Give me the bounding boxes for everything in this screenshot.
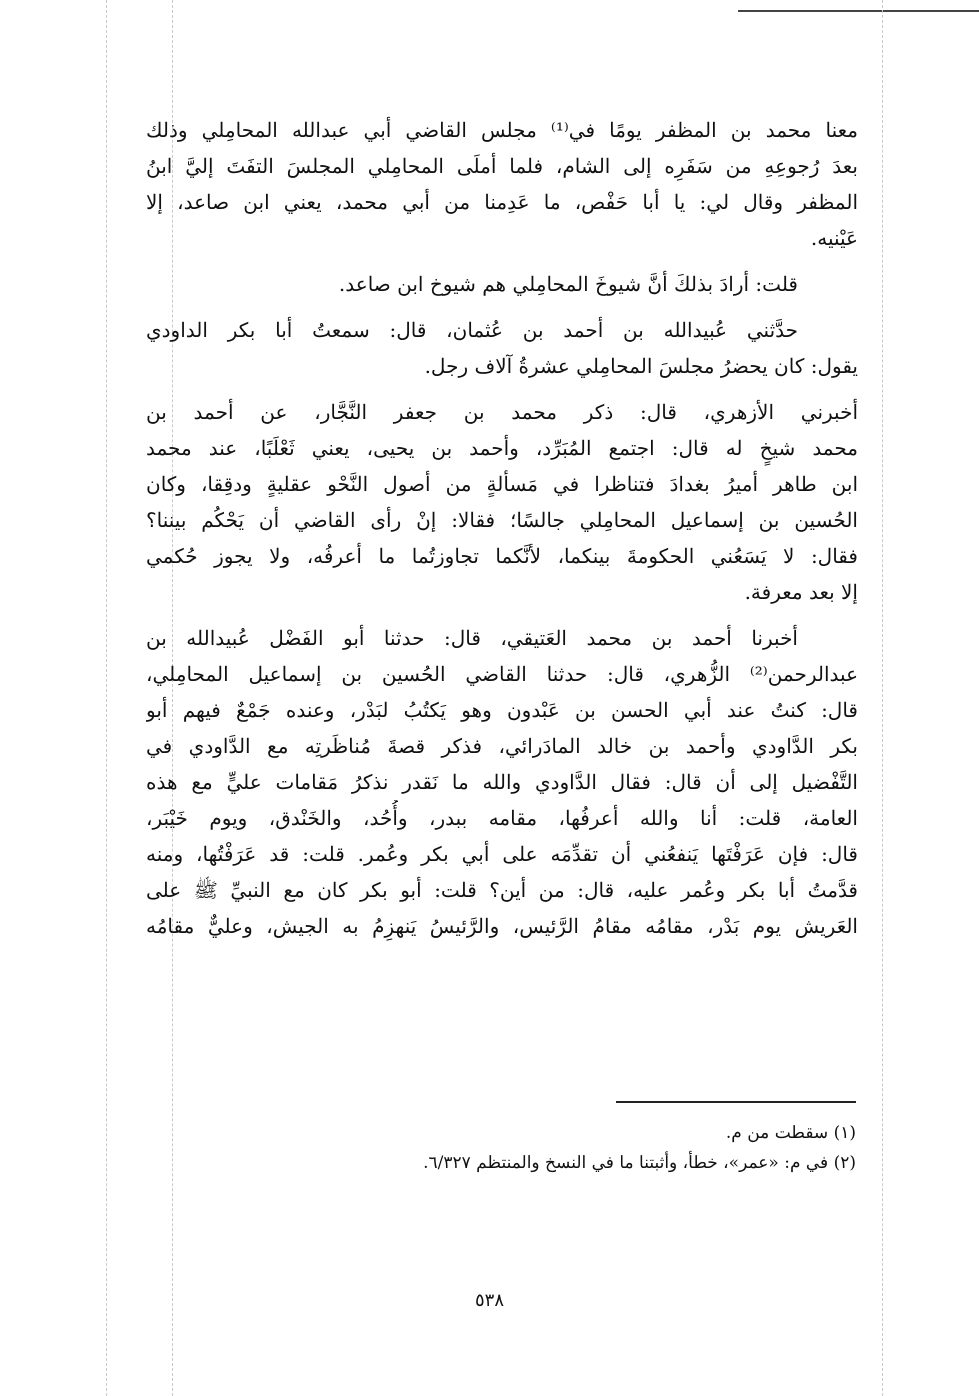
text-line: قلت: أرادَ بذلكَ أنَّ شيوخَ المحامِلي هم شيوخ ابن صاعد. bbox=[338, 272, 798, 296]
text-line: عبدالرحمن⁽²⁾ الزُّهري، قال: حدثنا القاضي الحُسين بن إسماعيل المحامِلي، bbox=[146, 662, 858, 686]
footnotes bbox=[300, 1118, 856, 1178]
text-line: عَيْنيه. bbox=[810, 226, 858, 250]
page-number: ٥٣٨ bbox=[474, 1290, 504, 1311]
text-line: العامة، قلت: أنا والله أعرفُها، مقامه ببدر، وأُحُد، والخَنْدق، ويوم خَيْبَر، bbox=[146, 806, 858, 830]
header-rule bbox=[738, 10, 979, 12]
text-line: ابن طاهر أميرُ بغدادَ فتناظرا في مَسألةٍ من أصول النَّحْو عقليةٍ ودقِقا، وكان bbox=[146, 472, 858, 496]
scan-guide-line bbox=[882, 0, 884, 1396]
footnote: (١) سقطت من م. bbox=[725, 1123, 856, 1143]
text-line: قال: فإن عَرَفْتَها يَنفعُني أن تقدِّمَه على أبي بكر وعُمر. قلت: قد عَرَفْتُها، ومنه bbox=[146, 842, 858, 866]
text-line: يقول: كان يحضرُ مجلسَ المحامِلي عشرةُ آلاف رجل. bbox=[424, 354, 858, 378]
footnote-separator bbox=[616, 1101, 856, 1103]
text-line: حدَّثني عُبيدالله بن أحمد بن عُثمان، قال: سمعتُ أبا بكر الداودي bbox=[146, 318, 798, 342]
text-line: العَريش يوم بَدْر، مقامُه مقامُ الرَّئيس، والرَّئيسُ يَنهزِمُ به الجيش، وعليٌّ مقامُه bbox=[146, 914, 858, 938]
text-line: معنا محمد بن المظفر يومًا في⁽¹⁾ مجلس القاضي أبي عبدالله المحامِلي وذلك bbox=[146, 118, 858, 142]
scan-guide-line bbox=[106, 0, 108, 1396]
text-line: بكر الدَّاودي وأحمد بن خالد المادَرائي، فذكر قصةَ مُناظَرتِه مع الدَّاودي في bbox=[146, 734, 858, 758]
text-line: قال: كنتُ عند أبي الحسن بن عَبْدون وهو يَكتُبُ لبَدْر، وعنده جَمْعٌ فيهم أبو bbox=[146, 698, 858, 722]
text-line: أخبرني الأزهري، قال: ذكر محمد بن جعفر النَّجَّار، عن أحمد بن bbox=[146, 400, 858, 424]
text-line: الحُسين بن إسماعيل المحامِلي جالسًا؛ فقالا: إنْ رأى القاضي أن يَحْكُم بيننا؟ bbox=[146, 508, 858, 532]
text-line: قدَّمتُ أبا بكر وعُمر عليه، قال: من أين؟ قلت: أبو بكر كان مع النبيِّ ﷺ على bbox=[146, 878, 858, 902]
text-line: محمد شيخٍ له قال: اجتمع المُبَرِّد، وأحمد بن يحيى، يعني ثَعْلَبًا، عند محمد bbox=[146, 436, 858, 460]
text-line: فقال: لا يَسَعُني الحكومةَ بينكما، لأنَّكما تجاوزتُما ما أعرفُه، ولا يجوز حُكمي bbox=[146, 544, 858, 568]
text-line: بعدَ رُجوعِهِ من سَفَرِه إلى الشام، فلما أملَى المحامِلي المجلسَ التفَتَ إليَّ ابنُ bbox=[146, 154, 858, 178]
text-line: أخبرنا أحمد بن محمد العَتيقي، قال: حدثنا أبو الفَضْل عُبيدالله بن bbox=[146, 626, 798, 650]
text-line: إلا بعد معرفة. bbox=[744, 580, 858, 604]
text-line: المظفر وقال لي: يا أبا حَفْص، ما عَدِمنا من أبي محمد، يعني ابن صاعد، إلا bbox=[146, 190, 858, 214]
text-line: التَّفْضيل إلى أن قال: فقال الدَّاودي والله ما نَقدر نذكرُ مَقامات عليٍّ مع هذه bbox=[146, 770, 858, 794]
main-text bbox=[146, 112, 858, 944]
footnote: (٢) في م: «عمر»، خطأ، وأثبتنا ما في النسخ والمنتظم ٦/٣٢٧. bbox=[423, 1153, 856, 1173]
